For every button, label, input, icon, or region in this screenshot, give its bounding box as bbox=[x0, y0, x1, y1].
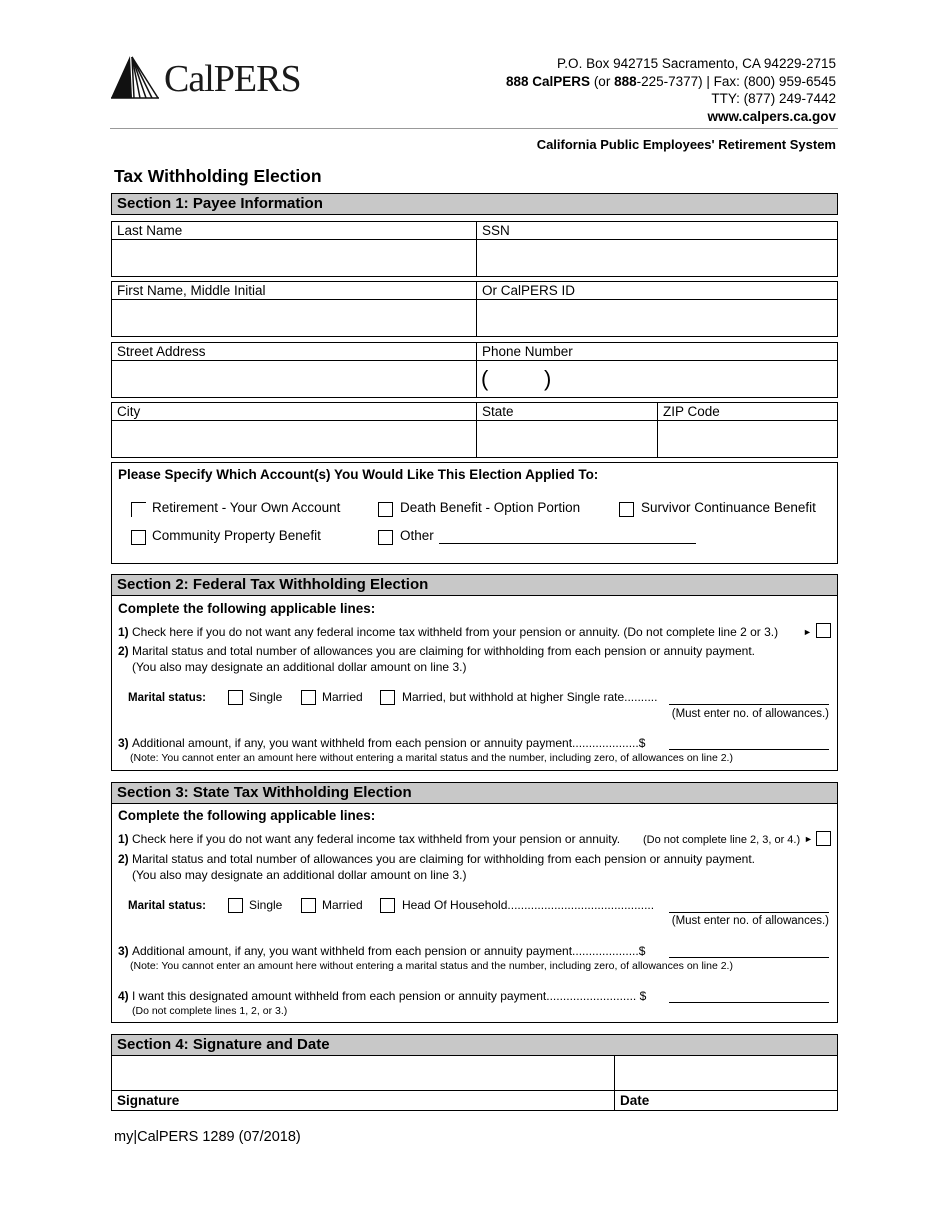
section3-box bbox=[111, 782, 838, 1023]
s2-married-higher-checkbox[interactable] bbox=[380, 690, 395, 705]
s3-line1-num: 1) bbox=[118, 832, 129, 846]
other-checkbox[interactable] bbox=[378, 530, 393, 545]
first-name-label: First Name, Middle Initial bbox=[117, 283, 266, 298]
section4-header: Section 4: Signature and Date bbox=[111, 1034, 838, 1056]
s2-married-higher-label: Married, but withhold at higher Single rate.......... bbox=[402, 690, 658, 704]
s2-complete-instructions: Complete the following applicable lines: bbox=[118, 601, 376, 616]
s3-line2-sub: (You also may designate an additional dollar amount on line 3.) bbox=[132, 868, 467, 882]
s2-line1-num: 1) bbox=[118, 625, 129, 639]
signature-label: Signature bbox=[117, 1093, 180, 1108]
signature-date-divider bbox=[614, 1091, 615, 1110]
s2-allowances-note: (Must enter no. of allowances.) bbox=[671, 708, 829, 720]
s2-line3-num: 3) bbox=[118, 736, 129, 750]
death-benefit-checkbox[interactable] bbox=[378, 502, 393, 517]
s3-head-household-checkbox[interactable] bbox=[380, 898, 395, 913]
area-code-close-paren: ) bbox=[544, 366, 552, 391]
s3-married-label: Married bbox=[322, 898, 363, 912]
s2-single-checkbox[interactable] bbox=[228, 690, 243, 705]
s2-marital-label: Marital status: bbox=[128, 692, 206, 704]
calpers-id-label: Or CalPERS ID bbox=[482, 283, 576, 298]
death-benefit-label: Death Benefit - Option Portion bbox=[400, 500, 581, 515]
date-label: Date bbox=[620, 1093, 650, 1108]
row-city-state-zip bbox=[111, 402, 838, 458]
section1-header: Section 1: Payee Information bbox=[111, 193, 838, 215]
calpers-sun-icon bbox=[110, 54, 160, 100]
area-code-open-paren: ( bbox=[481, 366, 489, 391]
s2-line2-text: Marital status and total number of allowances you are claiming for withholding from each pension or annuity payment. bbox=[132, 644, 755, 658]
s2-married-label: Married bbox=[322, 690, 363, 704]
s3-line2-num: 2) bbox=[118, 852, 129, 866]
section3-header: Section 3: State Tax Withholding Election bbox=[111, 782, 838, 804]
zip-code-label: ZIP Code bbox=[663, 404, 720, 419]
s3-line4-note: (Do not complete lines 1, 2, or 3.) bbox=[132, 1005, 288, 1017]
s3-no-withholding-checkbox[interactable] bbox=[816, 831, 831, 846]
signature-field[interactable] bbox=[112, 1056, 614, 1091]
s3-line2-text: Marital status and total number of allowances you are claiming for withholding from each pension or annuity payment. bbox=[132, 852, 755, 866]
s2-allowances-line[interactable] bbox=[669, 704, 829, 705]
s3-marital-label: Marital status: bbox=[128, 900, 206, 912]
s2-married-checkbox[interactable] bbox=[301, 690, 316, 705]
city-field[interactable] bbox=[112, 403, 476, 457]
s3-single-label: Single bbox=[249, 898, 283, 912]
survivor-continuance-label: Survivor Continuance Benefit bbox=[641, 500, 816, 515]
contact-block bbox=[506, 55, 836, 125]
street-address-label: Street Address bbox=[117, 344, 206, 359]
accounts-box bbox=[111, 462, 838, 564]
community-property-label: Community Property Benefit bbox=[152, 528, 321, 543]
s3-line4-text: I want this designated amount withheld from each pension or annuity payment........................... $ bbox=[132, 989, 647, 1003]
phone-number-label: Phone Number bbox=[482, 344, 573, 359]
tty-line: TTY: (877) 249-7442 bbox=[711, 91, 836, 106]
section2-box bbox=[111, 574, 838, 771]
row-street-phone bbox=[111, 342, 838, 398]
s2-line3-note: (Note: You cannot enter an amount here without entering a marital status and the number, including zero, of allowances on line 2.) bbox=[130, 752, 733, 764]
s2-no-withholding-checkbox[interactable] bbox=[816, 623, 831, 638]
state-label: State bbox=[482, 404, 514, 419]
s2-arrow-icon: ► bbox=[803, 627, 812, 637]
last-name-label: Last Name bbox=[117, 223, 183, 238]
form-number-footer: my|CalPERS 1289 (07/2018) bbox=[114, 1129, 301, 1145]
state-field[interactable] bbox=[476, 403, 657, 457]
accounts-prompt: Please Specify Which Account(s) You Would Like This Election Applied To: bbox=[118, 467, 599, 482]
row-lastname-ssn bbox=[111, 221, 838, 277]
s2-line2-num: 2) bbox=[118, 644, 129, 658]
phone-fax-line: 888 CalPERS (or 888-225-7377) | Fax: (800) 959-6545 bbox=[506, 73, 836, 89]
s3-single-checkbox[interactable] bbox=[228, 898, 243, 913]
other-label: Other bbox=[400, 528, 434, 543]
ssn-label: SSN bbox=[482, 223, 510, 238]
date-field[interactable] bbox=[614, 1056, 837, 1091]
header-divider bbox=[110, 128, 838, 129]
section2-header: Section 2: Federal Tax Withholding Election bbox=[111, 574, 838, 596]
form-title: Tax Withholding Election bbox=[114, 166, 322, 186]
logo-wordmark: CalPERS bbox=[164, 58, 301, 100]
calpers-logo bbox=[110, 54, 310, 100]
ssn-field[interactable] bbox=[476, 222, 837, 276]
s3-complete-instructions: Complete the following applicable lines: bbox=[118, 808, 376, 823]
s3-married-checkbox[interactable] bbox=[301, 898, 316, 913]
first-name-field[interactable] bbox=[112, 282, 476, 336]
s3-line3-text: Additional amount, if any, you want withheld from each pension or annuity payment....................$ bbox=[132, 944, 646, 958]
calpers-id-field[interactable] bbox=[476, 282, 837, 336]
website-link[interactable]: www.calpers.ca.gov bbox=[707, 108, 836, 124]
mailing-address: P.O. Box 942715 Sacramento, CA 94229-2715 bbox=[557, 56, 836, 71]
s3-line1-text: Check here if you do not want any federal income tax withheld from your pension or annuity. bbox=[132, 832, 621, 846]
s3-line3-num: 3) bbox=[118, 944, 129, 958]
street-address-field[interactable] bbox=[112, 343, 476, 397]
s2-line1-text: Check here if you do not want any federal income tax withheld from your pension or annuity. (Do not complete line 2 or 3.) bbox=[132, 625, 779, 639]
city-label: City bbox=[117, 404, 141, 419]
s3-designated-amount-line[interactable] bbox=[669, 1002, 829, 1003]
s3-arrow-icon: ► bbox=[804, 834, 813, 844]
s2-single-label: Single bbox=[249, 690, 283, 704]
other-text-line[interactable] bbox=[439, 543, 696, 544]
s3-line1-paren: (Do not complete line 2, 3, or 4.) bbox=[643, 834, 801, 846]
retirement-label: Retirement - Your Own Account bbox=[152, 500, 341, 515]
row-firstname-id bbox=[111, 281, 838, 337]
last-name-field[interactable] bbox=[112, 222, 476, 276]
s3-allowances-note: (Must enter no. of allowances.) bbox=[671, 915, 829, 927]
s2-line3-text: Additional amount, if any, you want withheld from each pension or annuity payment....................$ bbox=[132, 736, 646, 750]
s2-line2-sub: (You also may designate an additional dollar amount on line 3.) bbox=[132, 660, 467, 674]
s3-line3-note: (Note: You cannot enter an amount here without entering a marital status and the number, including zero, of allowances on line 2.) bbox=[130, 960, 733, 972]
s3-line4-num: 4) bbox=[118, 989, 129, 1003]
section4-box bbox=[111, 1034, 838, 1111]
survivor-continuance-checkbox[interactable] bbox=[619, 502, 634, 517]
organization-name: California Public Employees' Retirement System bbox=[536, 137, 836, 152]
retirement-checkbox[interactable] bbox=[131, 502, 146, 517]
phone-number-field[interactable] bbox=[476, 343, 837, 397]
s3-head-household-label: Head Of Household............................................ bbox=[402, 898, 655, 912]
community-property-checkbox[interactable] bbox=[131, 530, 146, 545]
zip-code-field[interactable] bbox=[657, 403, 837, 457]
